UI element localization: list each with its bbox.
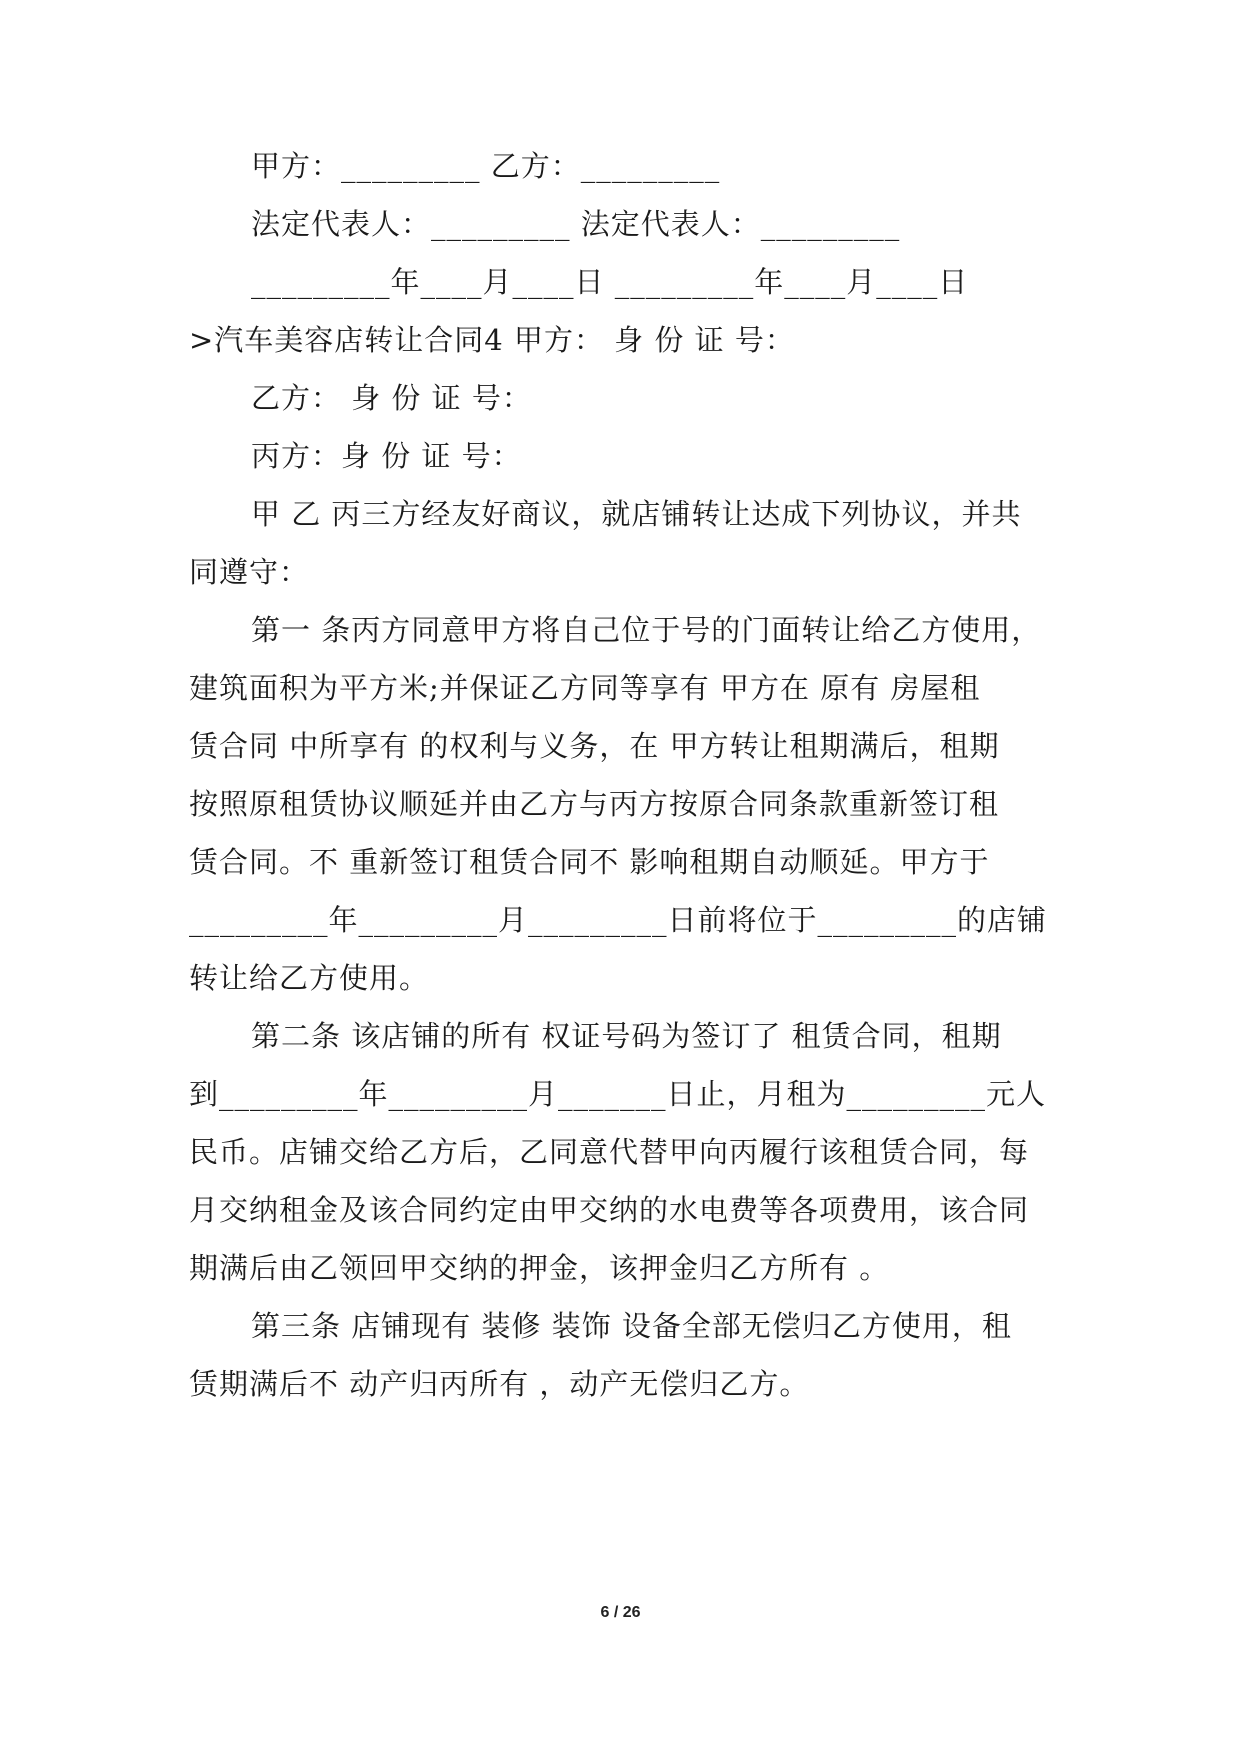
article-3-line: 第三条 店铺现有 装修 装饰 设备全部无偿归乙方使用，租	[251, 1309, 1012, 1343]
article-3-line: 赁期满后不 动产归丙所有 ，动产无偿归乙方。	[189, 1367, 810, 1401]
article-1-line: 第一 条丙方同意甲方将自己位于号的门面转让给乙方使用，	[251, 613, 1042, 647]
article-2-line: 期满后由乙领回甲交纳的押金，该押金归乙方所有 。	[189, 1251, 890, 1285]
date-line: _________年____月____日 _________年____月____日	[251, 265, 969, 299]
paragraph-line: 甲 乙 丙三方经友好商议，就店铺转让达成下列协议，并共	[251, 497, 1022, 531]
contract-heading-line: >汽车美容店转让合同4 甲方： 身 份 证 号：	[189, 323, 795, 357]
article-1-line: 按照原租赁协议顺延并由乙方与丙方按原合同条款重新签订租	[189, 787, 1000, 821]
article-2-line: 到_________年_________月_______日止，月租为_________元人	[189, 1077, 1047, 1111]
article-2-line: 民币。店铺交给乙方后，乙同意代替甲向丙履行该租赁合同，每	[189, 1135, 1030, 1169]
article-1-line: 赁合同。不 重新签订租赁合同不 影响租期自动顺延。甲方于	[189, 845, 990, 879]
article-2-line: 第二条 该店铺的所有 权证号码为签订了 租赁合同，租期	[251, 1019, 1002, 1053]
legal-rep-line: 法定代表人：_________ 法定代表人：_________	[251, 207, 901, 241]
article-1-line: 建筑面积为平方米;并保证乙方同等享有 甲方在 原有 房屋租	[189, 671, 981, 705]
party-b-id-line: 乙方： 身 份 证 号：	[251, 381, 532, 415]
article-1-line: 转让给乙方使用。	[189, 961, 430, 995]
article-1-line: 赁合同 中所享有 的权利与义务，在 甲方转让租期满后，租期	[189, 729, 1000, 763]
article-1-line: _________年_________月_________日前将位于_________的店铺	[189, 903, 1048, 937]
party-line: 甲方：_________ 乙方：_________	[251, 149, 721, 183]
party-c-id-line: 丙方：身 份 证 号：	[251, 439, 522, 473]
article-2-line: 月交纳租金及该合同约定由甲交纳的水电费等各项费用，该合同	[189, 1193, 1030, 1227]
page-number: 6 / 26	[600, 1604, 641, 1621]
paragraph-line: 同遵守：	[189, 555, 310, 589]
